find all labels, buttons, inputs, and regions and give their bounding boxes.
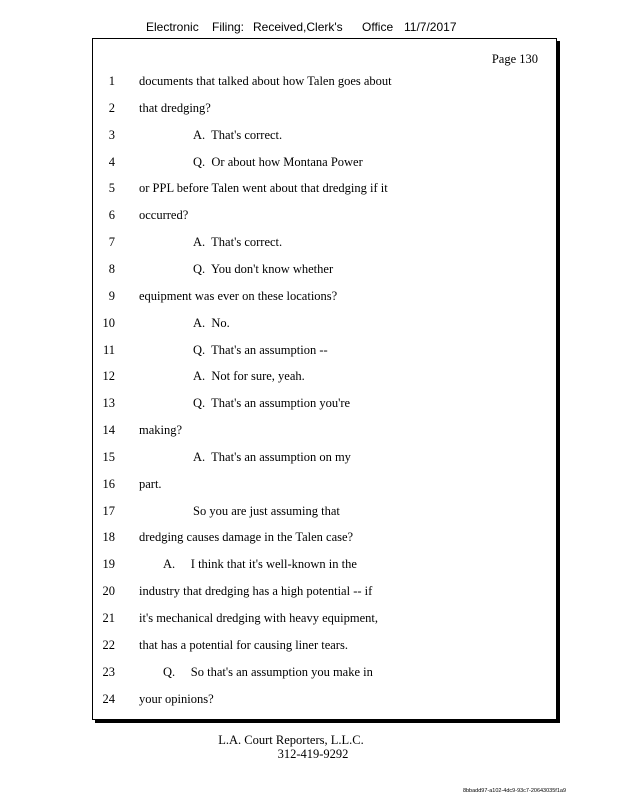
line-number: 4: [108, 154, 115, 169]
line-text: So you are just assuming that: [193, 503, 340, 518]
line-text: dredging causes damage in the Talen case?: [139, 530, 354, 545]
line-text: making?: [139, 423, 183, 438]
transcript-line: [93, 98, 556, 118]
line-number: 2: [108, 100, 115, 115]
transcript-line: [93, 662, 556, 682]
line-text: Q. Or about how Montana Power: [193, 154, 363, 169]
line-text: A. Not for sure, yeah.: [193, 369, 305, 384]
transcript-line: [93, 474, 556, 494]
line-text: A. That's correct.: [193, 235, 283, 250]
line-number: 23: [102, 664, 115, 679]
line-text: Q. So that's an assumption you make in: [163, 664, 373, 679]
line-text: Q. You don't know whether: [193, 261, 334, 276]
transcript-line: [93, 178, 556, 198]
line-text: industry that dredging has a high potential -- if: [139, 584, 373, 599]
line-number: 8: [108, 261, 115, 276]
line-number: 9: [108, 288, 115, 303]
filing-header-word-received: Received,Clerk's: [253, 20, 343, 34]
line-number: 5: [108, 181, 115, 196]
transcript-line: [93, 501, 556, 521]
transcript-line: [93, 608, 556, 628]
filing-header-word-office: Office: [362, 20, 394, 34]
line-number: 1: [108, 74, 115, 88]
line-text: A. That's an assumption on my: [193, 449, 351, 464]
line-number: 10: [102, 315, 115, 330]
line-text: equipment was ever on these locations?: [139, 288, 338, 303]
line-text: occurred?: [139, 208, 189, 223]
line-number: 12: [102, 369, 115, 384]
line-number: 7: [108, 235, 115, 250]
transcript-line: [93, 527, 556, 547]
page-number: Page 130: [491, 52, 538, 66]
transcript-line: [93, 581, 556, 601]
line-text: Q. That's an assumption you're: [193, 396, 351, 411]
line-number: 20: [102, 584, 115, 599]
transcript-page: [92, 38, 557, 720]
line-number: 13: [102, 396, 115, 411]
filing-header-word-filing: Filing:: [212, 20, 245, 34]
line-text: that dredging?: [139, 100, 211, 115]
transcript-line: [93, 420, 556, 440]
line-number: 16: [102, 476, 115, 491]
line-number: 15: [102, 449, 115, 464]
transcript-line: [93, 635, 556, 655]
line-text: your opinions?: [139, 691, 214, 706]
line-number: 11: [102, 342, 115, 357]
line-number: 14: [102, 423, 115, 438]
transcript-line: [93, 554, 556, 574]
line-text: it's mechanical dredging with heavy equipment,: [139, 611, 378, 625]
line-number: 24: [102, 691, 115, 706]
line-number: 3: [108, 127, 115, 142]
line-text: that has a potential for causing liner tears.: [139, 637, 348, 652]
transcript-line: [93, 689, 556, 709]
transcript-line: [93, 259, 556, 279]
transcript-line: [93, 366, 556, 386]
line-number: 6: [108, 208, 115, 223]
filing-header-date: 11/7/2017: [404, 20, 457, 34]
transcript-line: [93, 340, 556, 360]
line-text: A. That's correct.: [193, 127, 283, 142]
footer-phone: 312-419-9292: [277, 747, 349, 761]
line-number: 19: [102, 557, 115, 572]
transcript-line: [93, 393, 556, 413]
transcript-line: [93, 125, 556, 145]
line-text: A. No.: [193, 315, 230, 330]
transcript-line: [93, 447, 556, 467]
transcript-line: [93, 205, 556, 225]
transcript-line: [93, 232, 556, 252]
transcript-line: [93, 152, 556, 172]
line-text: or PPL before Talen went about that dredging if it: [139, 181, 388, 196]
document-hash: 8bbadd97-a102-4dc9-93c7-20643035f1a9: [462, 788, 566, 794]
transcript-line: [93, 286, 556, 306]
filing-header-word-electronic: Electronic: [146, 20, 199, 34]
line-text: documents that talked about how Talen goes about: [139, 74, 392, 88]
line-number: 22: [102, 637, 115, 652]
line-text: Q. That's an assumption --: [193, 342, 328, 357]
line-text: part.: [139, 476, 162, 491]
line-number: 18: [102, 530, 115, 545]
line-number: 21: [102, 611, 115, 625]
transcript-line: [93, 71, 556, 91]
footer-company: L.A. Court Reporters, L.L.C.: [218, 733, 364, 747]
line-text: A. I think that it's well-known in the: [163, 557, 357, 572]
line-number: 17: [102, 503, 115, 518]
transcript-line: [93, 313, 556, 333]
